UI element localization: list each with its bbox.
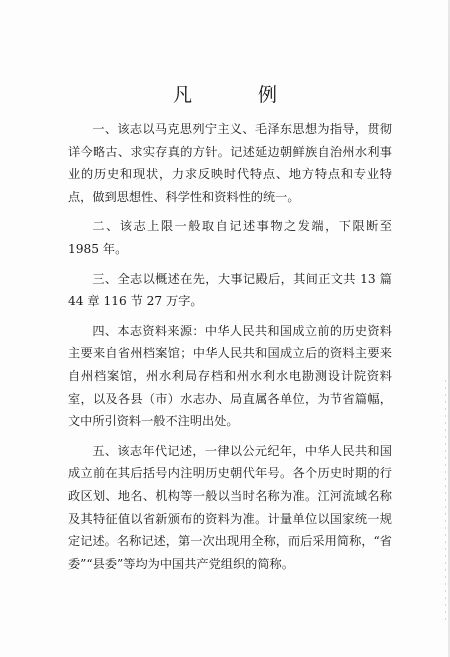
document-body xyxy=(68,118,392,575)
paragraph-2: 二、该志上限一般取自记述事物之发端，下限断至 1985 年。 xyxy=(68,219,392,256)
paragraph-3: 三、全志以概述在先，大事记殿后，其间正文共 13 篇 44 章 116 节 27 万字。 xyxy=(68,271,392,309)
paragraph-4: 四、本志资料来源：中华人民共和国成立前的历史资料主要来自省州档案馆；中华人民共和国成立后的资料主要来自州档案馆，州水利局存档和州水利水电勘测设计院资料室，以及各县（市）水志办、局直属各单位，为节省篇幅，文中所引资料一般不注明出处。 xyxy=(68,323,392,429)
paragraph-1: 一、该志以马克思列宁主义、毛泽东思想为指导，贯彻详今略古、求实存真的方针。记述延边朝鲜族自治州水利事业的历史和现状，力求反映时代特点、地方特点和专业特点，做到思想性、科学性和资料性的统一。 xyxy=(68,122,392,204)
paragraph-5: 五、该志年代记述，一律以公元纪年，中华人民共和国成立前在其后括号内注明历史朝代年号。各个历史时期的行政区划、地名、机构等一般以当时名称为准。江河流域名称及其特征值以省新颁布的资料为准。计量单位以国家统一规定记述。名称记述，第一次出现用全称，而后采用简称，“省委”“县委”等均为中国共产党组织的简称。 xyxy=(68,443,392,571)
scan-artifact xyxy=(445,380,446,620)
page-title: 凡 例 xyxy=(172,84,308,106)
